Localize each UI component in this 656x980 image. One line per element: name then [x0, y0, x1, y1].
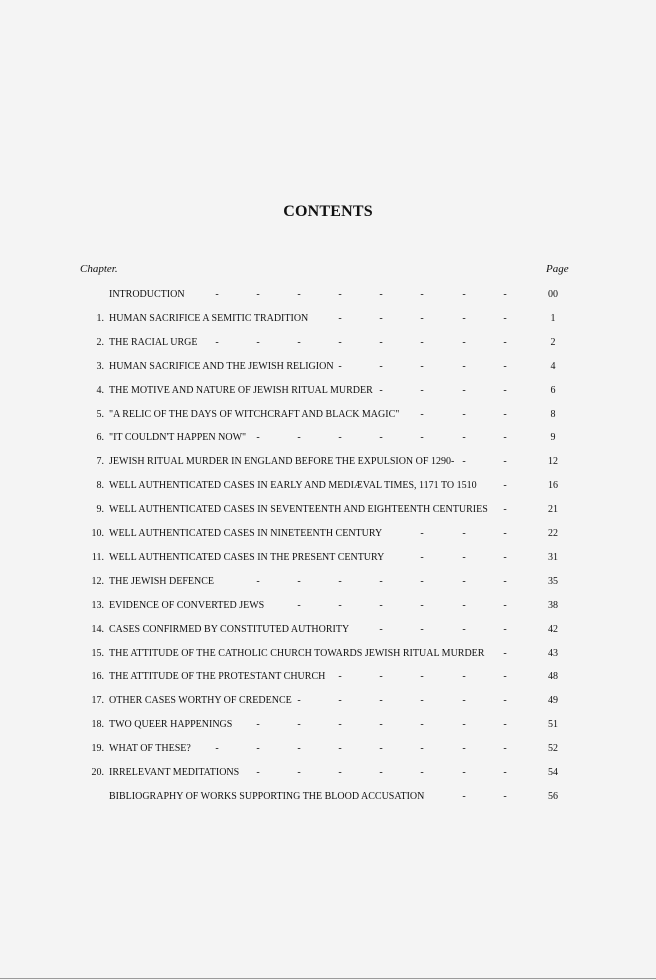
leader-dash: -	[297, 719, 301, 731]
toc-row	[0, 623, 656, 637]
leader-dash: -	[503, 671, 507, 683]
toc-page-number: 8	[550, 408, 556, 420]
leader-dash: -	[503, 575, 507, 587]
leader-dash: -	[420, 336, 424, 348]
toc-chapter-title: IRRELEVANT MEDITATIONS	[109, 767, 240, 778]
leader-dash: -	[297, 767, 301, 778]
toc-chapter-title: WELL AUTHENTICATED CASES IN THE PRESENT CENTURY	[109, 551, 385, 563]
toc-chapter-title: CASES CONFIRMED BY CONSTITUTED AUTHORITY	[109, 623, 350, 635]
leader-dash: -	[338, 599, 342, 611]
toc-page-number: 48	[548, 671, 558, 683]
toc-chapter-title: HUMAN SACRIFICE AND THE JEWISH RELIGION	[109, 360, 334, 372]
leader-dash: -	[379, 695, 383, 707]
leader-dash: -	[503, 790, 507, 802]
toc-chapter-number: 10.	[91, 528, 104, 539]
leader-dash: -	[338, 671, 342, 683]
toc-page-number: 4	[550, 360, 556, 372]
toc-page-number: 00	[548, 289, 558, 300]
leader-dash: -	[420, 695, 424, 707]
toc-chapter-number: 7.	[96, 456, 104, 468]
leader-dash: -	[420, 599, 424, 611]
toc-row	[0, 384, 656, 398]
leader-dash: -	[503, 623, 507, 635]
toc-row	[0, 527, 656, 541]
leader-dash: -	[420, 767, 424, 778]
leader-dash: -	[420, 432, 424, 444]
toc-chapter-number: 17.	[91, 695, 104, 707]
toc-chapter-title: THE MOTIVE AND NATURE OF JEWISH RITUAL MURDER	[109, 384, 373, 396]
toc-chapter-title: HUMAN SACRIFICE A SEMITIC TRADITION	[109, 312, 309, 324]
leader-dash: -	[462, 790, 466, 802]
leader-dash: -	[379, 719, 383, 731]
toc-chapter-number: 16.	[91, 671, 104, 683]
toc-row	[0, 742, 656, 756]
leader-dash: -	[462, 384, 466, 396]
toc-chapter-number: 9.	[96, 504, 104, 516]
toc-chapter-title: THE ATTITUDE OF THE PROTESTANT CHURCH	[109, 671, 326, 683]
toc-row	[0, 647, 656, 661]
leader-dash: -	[215, 743, 219, 755]
toc-row	[0, 551, 656, 565]
toc-chapter-title: JEWISH RITUAL MURDER IN ENGLAND BEFORE THE EXPULSION OF 1290-	[109, 456, 455, 468]
leader-dash: -	[462, 551, 466, 563]
leader-dash: -	[379, 767, 383, 778]
leader-dash: -	[379, 312, 383, 324]
leader-dash: -	[338, 743, 342, 755]
leader-dash: -	[462, 408, 466, 420]
toc-chapter-number: 20.	[91, 767, 104, 778]
leader-dash: -	[462, 671, 466, 683]
leader-dash: -	[379, 336, 383, 348]
leader-dash: -	[338, 432, 342, 444]
leader-dash: -	[503, 336, 507, 348]
leader-dash: -	[503, 599, 507, 611]
page-bottom-rule	[0, 978, 656, 979]
leader-dash: -	[503, 647, 507, 659]
toc-row	[0, 360, 656, 374]
toc-chapter-title: WELL AUTHENTICATED CASES IN SEVENTEENTH AND EIGHTEENTH CENTURIES	[109, 504, 488, 516]
leader-dash: -	[462, 767, 466, 778]
toc-chapter-title: WELL AUTHENTICATED CASES IN NINETEENTH CENTURY	[109, 528, 383, 539]
toc-chapter-number: 12.	[91, 575, 104, 587]
leader-dash: -	[379, 599, 383, 611]
toc-page-number: 12	[548, 456, 558, 468]
toc-chapter-title: WELL AUTHENTICATED CASES IN EARLY AND MEDIÆVAL TIMES, 1171 TO 1510	[109, 480, 477, 492]
toc-row	[0, 336, 656, 350]
leader-dash: -	[215, 336, 219, 348]
toc-chapter-number: 14.	[91, 623, 104, 635]
toc-chapter-title: THE ATTITUDE OF THE CATHOLIC CHURCH TOWARDS JEWISH RITUAL MURDER	[109, 647, 485, 659]
toc-row	[0, 790, 656, 804]
leader-dash: -	[503, 480, 507, 492]
toc-page-number: 31	[548, 551, 558, 563]
leader-dash: -	[503, 695, 507, 707]
toc-row	[0, 503, 656, 517]
leader-dash: -	[420, 623, 424, 635]
leader-dash: -	[379, 743, 383, 755]
leader-dash: -	[462, 432, 466, 444]
toc-row	[0, 599, 656, 613]
leader-dash: -	[379, 575, 383, 587]
leader-dash: -	[338, 289, 342, 300]
toc-row	[0, 479, 656, 493]
toc-chapter-number: 8.	[96, 480, 104, 492]
toc-chapter-number: 1.	[96, 312, 104, 324]
leader-dash: -	[420, 551, 424, 563]
leader-dash: -	[297, 599, 301, 611]
toc-page-number: 42	[548, 623, 558, 635]
leader-dash: -	[420, 312, 424, 324]
toc-page-number: 2	[550, 336, 556, 348]
leader-dash: -	[462, 312, 466, 324]
toc-chapter-title: TWO QUEER HAPPENINGS	[109, 719, 233, 731]
leader-dash: -	[503, 504, 507, 516]
toc-page-number: 21	[548, 504, 558, 516]
toc-page-number: 9	[550, 432, 556, 444]
leader-dash: -	[462, 623, 466, 635]
leader-dash: -	[462, 528, 466, 539]
toc-chapter-number: 2.	[96, 336, 104, 348]
leader-dash: -	[256, 432, 260, 444]
toc-row	[0, 408, 656, 422]
leader-dash: -	[462, 336, 466, 348]
toc-page-number: 49	[548, 695, 558, 707]
leader-dash: -	[379, 623, 383, 635]
leader-dash: -	[338, 695, 342, 707]
toc-page-number: 51	[548, 719, 558, 731]
toc-chapter-title: BIBLIOGRAPHY OF WORKS SUPPORTING THE BLOOD ACCUSATION	[109, 790, 425, 802]
leader-dash: -	[256, 336, 260, 348]
toc-chapter-number: 13.	[91, 599, 104, 611]
leader-dash: -	[297, 289, 301, 300]
leader-dash: -	[503, 408, 507, 420]
leader-dash: -	[256, 575, 260, 587]
toc-chapter-title: "A RELIC OF THE DAYS OF WITCHCRAFT AND BLACK MAGIC"	[109, 408, 400, 420]
toc-row	[0, 431, 656, 445]
leader-dash: -	[338, 719, 342, 731]
leader-dash: -	[420, 528, 424, 539]
toc-row	[0, 670, 656, 684]
toc-chapter-number: 18.	[91, 719, 104, 731]
leader-dash: -	[462, 360, 466, 372]
toc-page-number: 43	[548, 647, 558, 659]
toc-page-number: 56	[548, 790, 558, 802]
leader-dash: -	[462, 695, 466, 707]
toc-chapter-number: 11.	[91, 551, 104, 563]
leader-dash: -	[256, 767, 260, 778]
toc-page-number: 54	[548, 767, 558, 778]
toc-row	[0, 575, 656, 589]
leader-dash: -	[420, 575, 424, 587]
toc-chapter-number: 15.	[91, 647, 104, 659]
leader-dash: -	[256, 289, 260, 300]
leader-dash: -	[379, 432, 383, 444]
leader-dash: -	[215, 289, 219, 300]
toc-chapter-number: 3.	[96, 360, 104, 372]
leader-dash: -	[379, 360, 383, 372]
leader-dash: -	[297, 336, 301, 348]
leader-dash: -	[503, 767, 507, 778]
leader-dash: -	[338, 767, 342, 778]
leader-dash: -	[503, 528, 507, 539]
leader-dash: -	[420, 384, 424, 396]
toc-row	[0, 288, 656, 302]
toc-row	[0, 455, 656, 469]
leader-dash: -	[420, 671, 424, 683]
leader-dash: -	[503, 360, 507, 372]
leader-dash: -	[462, 575, 466, 587]
leader-dash: -	[256, 719, 260, 731]
toc-chapter-title: "IT COULDN'T HAPPEN NOW"	[109, 432, 247, 444]
toc-page-number: 52	[548, 743, 558, 755]
leader-dash: -	[338, 575, 342, 587]
leader-dash: -	[462, 599, 466, 611]
leader-dash: -	[338, 360, 342, 372]
leader-dash: -	[503, 719, 507, 731]
leader-dash: -	[503, 432, 507, 444]
toc-row	[0, 766, 656, 780]
toc-page-number: 35	[548, 575, 558, 587]
toc-chapter-title: EVIDENCE OF CONVERTED JEWS	[109, 599, 265, 611]
leader-dash: -	[297, 432, 301, 444]
leader-dash: -	[462, 456, 466, 468]
leader-dash: -	[297, 695, 301, 707]
leader-dash: -	[420, 408, 424, 420]
toc-chapter-title: THE RACIAL URGE	[109, 336, 198, 348]
toc-page-number: 22	[548, 528, 558, 539]
toc-chapter-number: 6.	[96, 432, 104, 444]
toc-row	[0, 718, 656, 732]
leader-dash: -	[503, 743, 507, 755]
leader-dash: -	[379, 671, 383, 683]
leader-dash: -	[379, 289, 383, 300]
leader-dash: -	[420, 289, 424, 300]
leader-dash: -	[462, 719, 466, 731]
chapter-column-header: Chapter.	[80, 263, 118, 275]
toc-chapter-number: 5.	[96, 408, 104, 420]
leader-dash: -	[256, 743, 260, 755]
toc-page-number: 6	[550, 384, 556, 396]
toc-row	[0, 694, 656, 708]
leader-dash: -	[462, 289, 466, 300]
toc-chapter-number: 4.	[96, 384, 104, 396]
leader-dash: -	[297, 575, 301, 587]
leader-dash: -	[503, 289, 507, 300]
toc-chapter-title: OTHER CASES WORTHY OF CREDENCE	[109, 695, 292, 707]
page-column-header: Page	[546, 263, 569, 275]
leader-dash: -	[503, 312, 507, 324]
toc-page-number: 1	[550, 312, 556, 324]
leader-dash: -	[379, 384, 383, 396]
leader-dash: -	[503, 384, 507, 396]
leader-dash: -	[297, 743, 301, 755]
leader-dash: -	[338, 336, 342, 348]
leader-dash: -	[462, 743, 466, 755]
toc-page-number: 38	[548, 599, 558, 611]
leader-dash: -	[338, 312, 342, 324]
leader-dash: -	[503, 551, 507, 563]
page-title: CONTENTS	[283, 203, 373, 220]
leader-dash: -	[420, 743, 424, 755]
toc-row	[0, 312, 656, 326]
leader-dash: -	[420, 360, 424, 372]
toc-chapter-title: WHAT OF THESE?	[109, 743, 191, 755]
leader-dash: -	[503, 456, 507, 468]
leader-dash: -	[420, 719, 424, 731]
toc-chapter-title: THE JEWISH DEFENCE	[109, 575, 214, 587]
toc-page-number: 16	[548, 480, 558, 492]
toc-chapter-number: 19.	[91, 743, 104, 755]
toc-chapter-title: INTRODUCTION	[109, 289, 185, 300]
